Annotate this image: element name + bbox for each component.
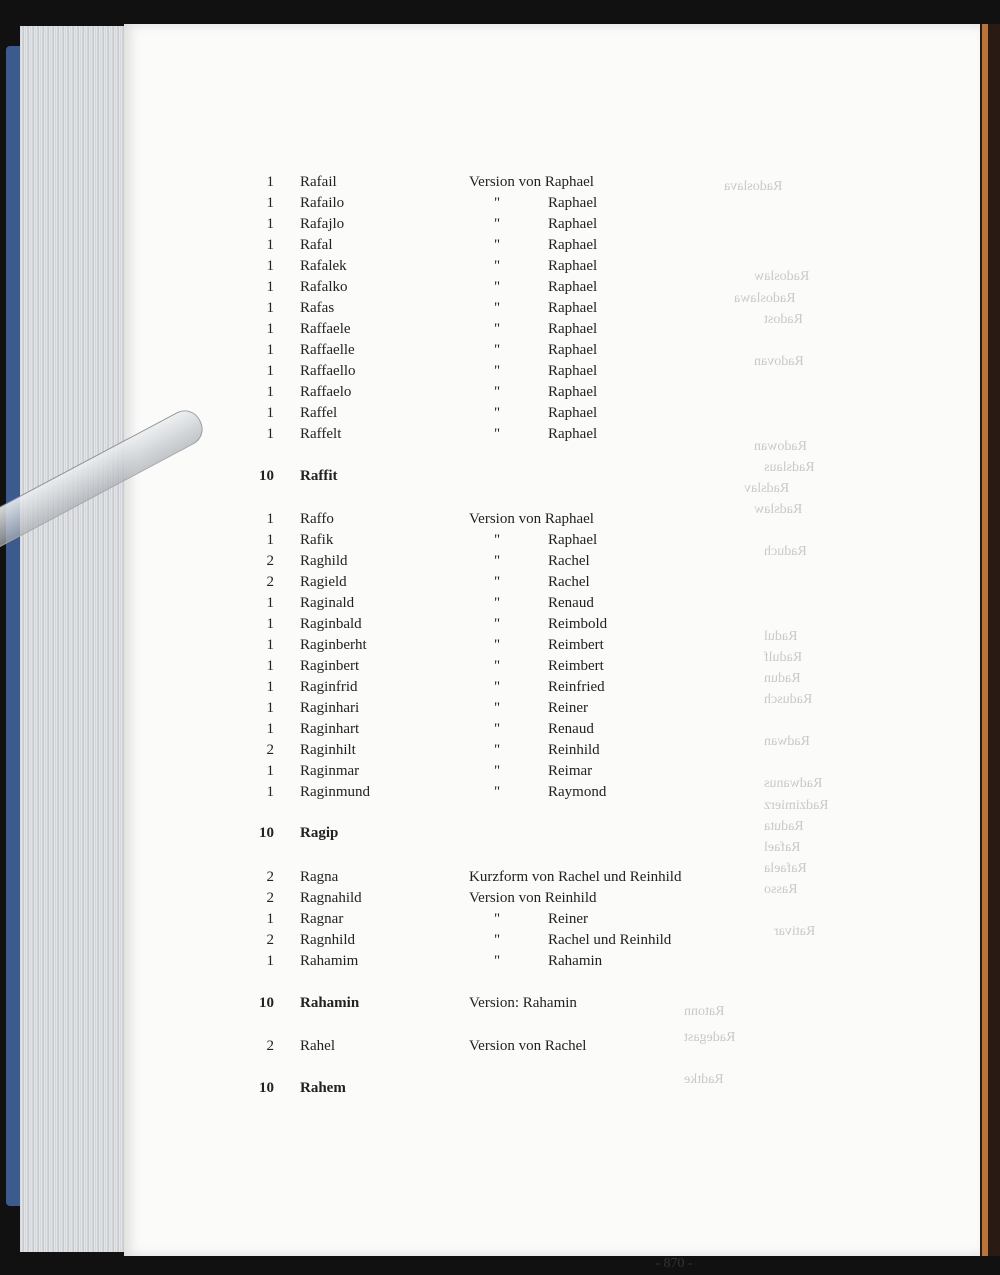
ditto-mark: " xyxy=(494,574,501,590)
ghost-text: Rafael xyxy=(764,840,801,855)
entry-name: Rafik xyxy=(300,532,334,548)
frequency-number: 1 xyxy=(266,258,274,274)
entry-row xyxy=(124,468,884,489)
entry-reference: Rahamin xyxy=(548,953,603,969)
ditto-mark: " xyxy=(494,700,501,716)
entry-row xyxy=(124,426,884,447)
frequency-number: 10 xyxy=(259,1080,274,1096)
ditto-mark: " xyxy=(494,763,501,779)
entry-name: Rafalko xyxy=(300,279,348,295)
entry-name: Raffel xyxy=(300,405,338,421)
page-edges xyxy=(20,26,130,1252)
entry-reference: Renaud xyxy=(548,721,594,737)
entry-name: Raffaelle xyxy=(300,342,355,358)
entry-row xyxy=(124,1038,884,1059)
entry-row xyxy=(124,342,884,363)
entry-name: Raginbert xyxy=(300,658,360,674)
entry-row xyxy=(124,511,884,532)
entry-reference: Reiner xyxy=(548,911,588,927)
ghost-text: Radwanus xyxy=(764,776,823,791)
ditto-mark: " xyxy=(494,953,501,969)
frequency-number: 2 xyxy=(266,1038,274,1054)
ghost-text: Rativar xyxy=(774,924,816,939)
entry-row xyxy=(124,932,884,953)
entry-row xyxy=(124,363,884,384)
ghost-text: Radusch xyxy=(764,692,813,707)
entry-row xyxy=(124,384,884,405)
entry-name: Rahamin xyxy=(300,995,360,1011)
entry-row xyxy=(124,553,884,574)
entry-name: Ragna xyxy=(300,869,339,885)
entry-name: Raginald xyxy=(300,595,355,611)
frequency-number: 1 xyxy=(266,279,274,295)
entry-name: Ragnar xyxy=(300,911,344,927)
frequency-number: 1 xyxy=(266,658,274,674)
entry-reference: Raphael xyxy=(548,216,598,232)
entry-row xyxy=(124,890,884,911)
ditto-mark: " xyxy=(494,595,501,611)
entry-row xyxy=(124,658,884,679)
entry-reference: Renaud xyxy=(548,595,594,611)
entry-row xyxy=(124,595,884,616)
frequency-number: 1 xyxy=(266,216,274,232)
frequency-number: 1 xyxy=(266,616,274,632)
frequency-number: 1 xyxy=(266,405,274,421)
entry-row xyxy=(124,321,884,342)
ditto-mark: " xyxy=(494,911,501,927)
entry-reference: Rachel xyxy=(548,553,590,569)
entry-reference: Raphael xyxy=(548,321,598,337)
frequency-number: 1 xyxy=(266,763,274,779)
entry-row xyxy=(124,637,884,658)
ghost-text: Rasso xyxy=(764,882,798,897)
entry-reference: Rachel xyxy=(548,574,590,590)
entry-name: Ragnahild xyxy=(300,890,362,906)
frequency-number: 1 xyxy=(266,911,274,927)
page-number: - 870 - xyxy=(655,1256,693,1271)
frequency-number: 1 xyxy=(266,195,274,211)
frequency-number: 1 xyxy=(266,384,274,400)
ghost-text: Radoslawa xyxy=(734,291,796,306)
ditto-mark: " xyxy=(494,342,501,358)
ditto-mark: " xyxy=(494,195,501,211)
frequency-number: 1 xyxy=(266,595,274,611)
entry-row xyxy=(124,869,884,890)
frequency-number: 1 xyxy=(266,784,274,800)
ghost-text: Raduch xyxy=(764,544,807,559)
entry-name: Raghild xyxy=(300,553,348,569)
entry-name: Raginberht xyxy=(300,637,367,653)
frequency-number: 2 xyxy=(266,890,274,906)
entry-reference: Raphael xyxy=(548,405,598,421)
entry-name: Rafalek xyxy=(300,258,347,274)
ghost-text: Radun xyxy=(764,671,801,686)
entry-row xyxy=(124,237,884,258)
frequency-number: 1 xyxy=(266,426,274,442)
entry-name: Rafal xyxy=(300,237,333,253)
frequency-number: 10 xyxy=(259,995,274,1011)
ditto-mark: " xyxy=(494,321,501,337)
ghost-text: Ratonn xyxy=(684,1004,725,1019)
ditto-mark: " xyxy=(494,300,501,316)
entry-row xyxy=(124,953,884,974)
ghost-text: Radowan xyxy=(754,439,807,454)
entry-row xyxy=(124,1080,884,1101)
entry-name: Raginfrid xyxy=(300,679,358,695)
entry-row xyxy=(124,616,884,637)
entry-name: Rahem xyxy=(300,1080,346,1096)
entry-definition: Version von Reinhild xyxy=(469,890,597,906)
right-page-edge xyxy=(978,24,1000,1256)
entry-name: Raffaello xyxy=(300,363,356,379)
entry-row xyxy=(124,195,884,216)
entry-reference: Raphael xyxy=(548,426,598,442)
entry-reference: Reimbert xyxy=(548,637,604,653)
entry-reference: Reinfried xyxy=(548,679,605,695)
entry-name: Rafas xyxy=(300,300,335,316)
ditto-mark: " xyxy=(494,637,501,653)
entry-reference: Rachel und Reinhild xyxy=(548,932,672,948)
entry-row xyxy=(124,405,884,426)
entry-row xyxy=(124,532,884,553)
entry-row xyxy=(124,574,884,595)
entry-row xyxy=(124,279,884,300)
ghost-text: Radslaw xyxy=(754,502,803,517)
entry-name: Rafailo xyxy=(300,195,345,211)
entry-name: Raginmund xyxy=(300,784,370,800)
entry-row xyxy=(124,258,884,279)
ditto-mark: " xyxy=(494,932,501,948)
frequency-number: 1 xyxy=(266,700,274,716)
ditto-mark: " xyxy=(494,742,501,758)
ghost-text: Radslav xyxy=(744,481,790,496)
entry-definition: Version von Raphael xyxy=(469,174,594,190)
entry-name: Rahel xyxy=(300,1038,335,1054)
frequency-number: 1 xyxy=(266,532,274,548)
entry-reference: Raphael xyxy=(548,532,598,548)
entry-reference: Raphael xyxy=(548,279,598,295)
entry-reference: Reimbert xyxy=(548,658,604,674)
ditto-mark: " xyxy=(494,363,501,379)
ditto-mark: " xyxy=(494,426,501,442)
entry-reference: Raphael xyxy=(548,258,598,274)
frequency-number: 2 xyxy=(266,574,274,590)
entry-name: Raginmar xyxy=(300,763,360,779)
frequency-number: 2 xyxy=(266,932,274,948)
ditto-mark: " xyxy=(494,405,501,421)
entry-row xyxy=(124,995,884,1016)
ghost-text: Radtke xyxy=(684,1072,724,1087)
ghost-text: Radslaus xyxy=(764,460,815,475)
ditto-mark: " xyxy=(494,679,501,695)
ditto-mark: " xyxy=(494,658,501,674)
frequency-number: 1 xyxy=(266,953,274,969)
ditto-mark: " xyxy=(494,553,501,569)
entry-reference: Raphael xyxy=(548,342,598,358)
ghost-text: Radegast xyxy=(684,1030,736,1045)
entry-name: Raginbald xyxy=(300,616,362,632)
entry-name: Raffit xyxy=(300,468,338,484)
frequency-number: 1 xyxy=(266,511,274,527)
frequency-number: 1 xyxy=(266,237,274,253)
ditto-mark: " xyxy=(494,721,501,737)
ghost-text: Radoslava xyxy=(724,179,783,194)
entry-row xyxy=(124,763,884,784)
entry-reference: Reimbold xyxy=(548,616,608,632)
entry-name: Raginhilt xyxy=(300,742,356,758)
ghost-text: Radwan xyxy=(764,734,810,749)
entry-row xyxy=(124,911,884,932)
entry-name: Ragnhild xyxy=(300,932,355,948)
entry-name: Raffaelo xyxy=(300,384,352,400)
entry-name: Raffelt xyxy=(300,426,342,442)
ghost-text: Radovan xyxy=(754,354,804,369)
entry-name: Rafajlo xyxy=(300,216,345,232)
entry-reference: Raymond xyxy=(548,784,607,800)
ghost-text: Radost xyxy=(764,312,803,327)
ditto-mark: " xyxy=(494,279,501,295)
frequency-number: 1 xyxy=(266,321,274,337)
entry-row xyxy=(124,721,884,742)
entry-name: Rahamim xyxy=(300,953,359,969)
entry-reference: Raphael xyxy=(548,384,598,400)
entry-definition: Version: Rahamin xyxy=(469,995,577,1011)
entry-name: Raffo xyxy=(300,511,334,527)
entry-definition: Kurzform von Rachel und Reinhild xyxy=(469,869,682,885)
entry-row xyxy=(124,679,884,700)
frequency-number: 2 xyxy=(266,553,274,569)
entry-name: Rafail xyxy=(300,174,337,190)
entry-reference: Raphael xyxy=(548,195,598,211)
entry-reference: Raphael xyxy=(548,237,598,253)
frequency-number: 1 xyxy=(266,721,274,737)
entry-reference: Raphael xyxy=(548,363,598,379)
frequency-number: 2 xyxy=(266,869,274,885)
frequency-number: 1 xyxy=(266,363,274,379)
entry-reference: Reinhild xyxy=(548,742,600,758)
ghost-text: Radulf xyxy=(764,650,803,665)
entry-row xyxy=(124,300,884,321)
ditto-mark: " xyxy=(494,216,501,232)
frequency-number: 10 xyxy=(259,468,274,484)
ghost-text: Raduta xyxy=(764,819,804,834)
ghost-text: Rafaela xyxy=(764,861,807,876)
frequency-number: 1 xyxy=(266,637,274,653)
ghost-text: Radul xyxy=(764,629,798,644)
frequency-number: 10 xyxy=(259,825,274,841)
ditto-mark: " xyxy=(494,237,501,253)
book-page xyxy=(124,24,980,1271)
ditto-mark: " xyxy=(494,784,501,800)
entry-definition: Version von Rachel xyxy=(469,1038,587,1054)
entry-reference: Reiner xyxy=(548,700,588,716)
ghost-text: Radzimierz xyxy=(764,798,829,813)
entry-name: Raginhart xyxy=(300,721,360,737)
ditto-mark: " xyxy=(494,384,501,400)
entry-row xyxy=(124,700,884,721)
ditto-mark: " xyxy=(494,532,501,548)
entry-row xyxy=(124,216,884,237)
entry-name: Ragield xyxy=(300,574,347,590)
entry-name: Raffaele xyxy=(300,321,351,337)
entry-reference: Raphael xyxy=(548,300,598,316)
frequency-number: 1 xyxy=(266,342,274,358)
ditto-mark: " xyxy=(494,258,501,274)
frequency-number: 1 xyxy=(266,174,274,190)
entry-name: Raginhari xyxy=(300,700,360,716)
entry-definition: Version von Raphael xyxy=(469,511,594,527)
entry-row xyxy=(124,742,884,763)
frequency-number: 1 xyxy=(266,679,274,695)
ghost-text: Radoslaw xyxy=(754,269,810,284)
frequency-number: 2 xyxy=(266,742,274,758)
frequency-number: 1 xyxy=(266,300,274,316)
entry-row xyxy=(124,825,884,846)
entry-name: Ragip xyxy=(300,825,339,841)
entry-row xyxy=(124,784,884,805)
entry-reference: Reimar xyxy=(548,763,593,779)
entry-row xyxy=(124,174,884,195)
ditto-mark: " xyxy=(494,616,501,632)
